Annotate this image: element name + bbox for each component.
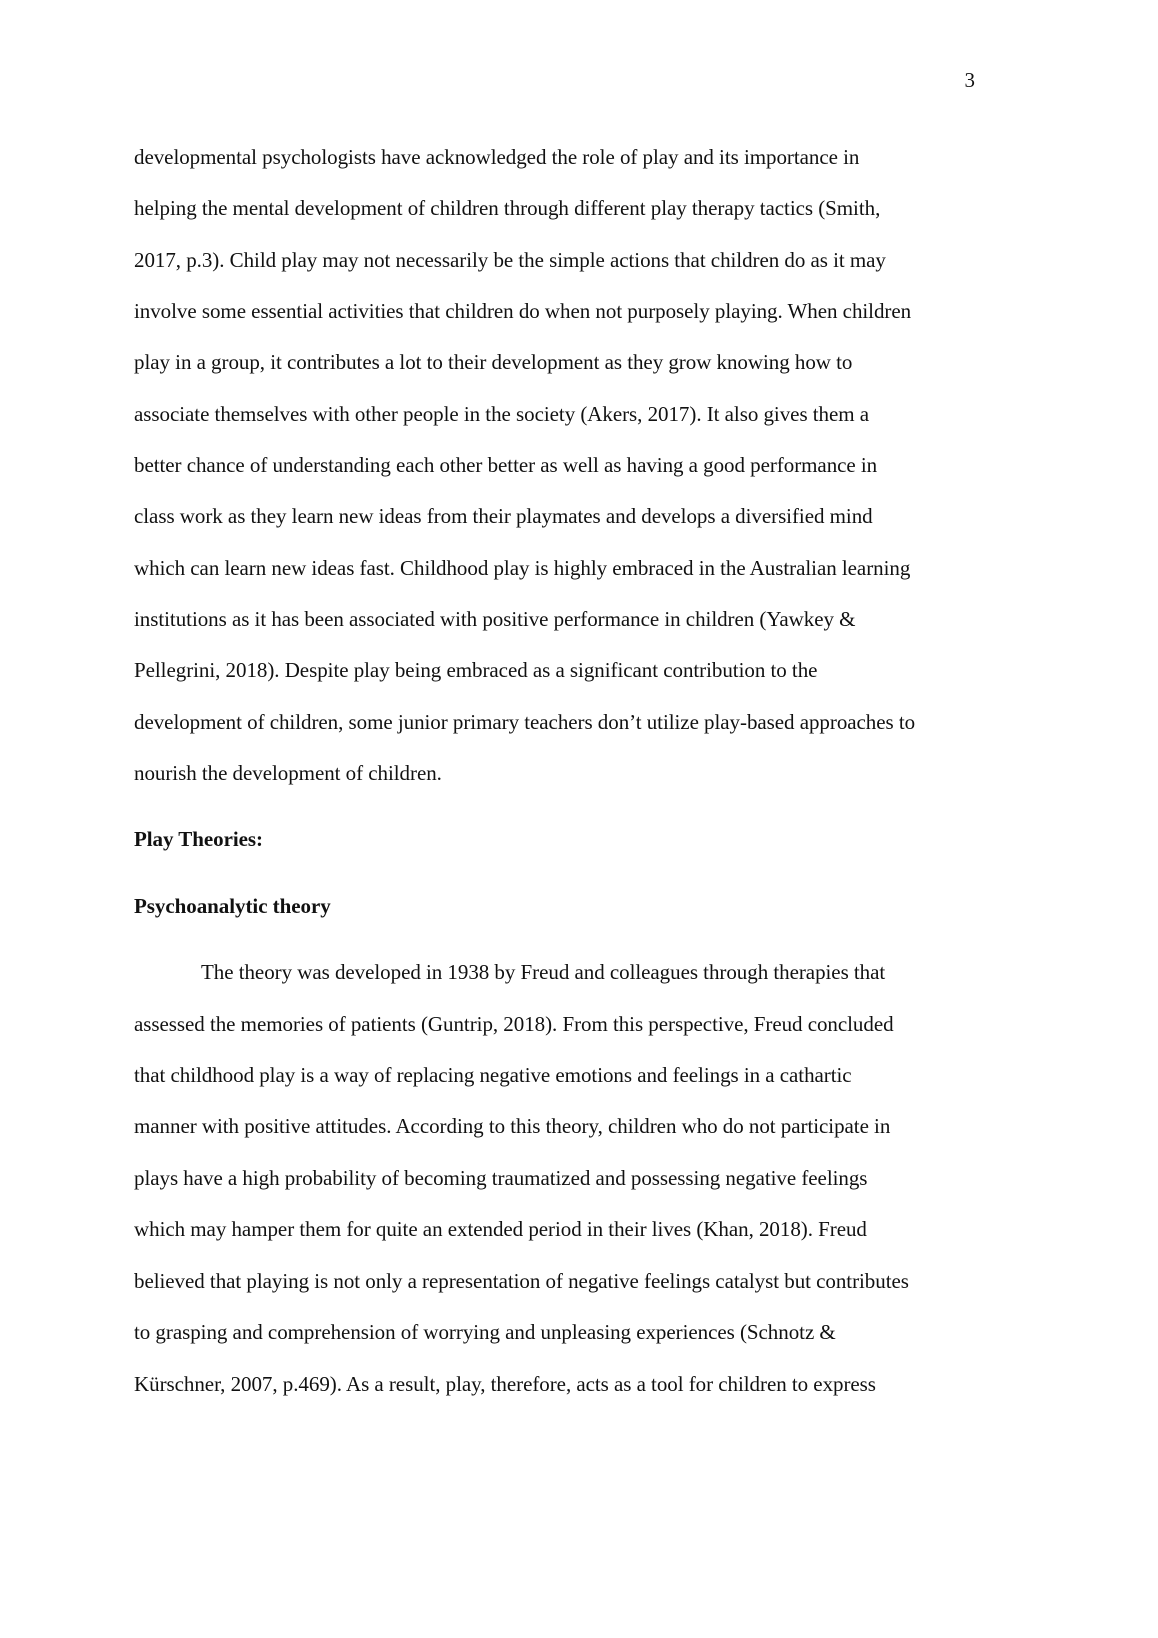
text-line: nourish the development of children. xyxy=(134,761,442,785)
text-line: development of children, some junior primary teachers don’t utilize play-based approaches to xyxy=(134,710,916,734)
text-line: which may hamper them for quite an extended period in their lives (Khan, 2018). Freud xyxy=(134,1217,867,1241)
text-line: manner with positive attitudes. According to this theory, children who do not participate in xyxy=(134,1114,891,1138)
text-line: institutions as it has been associated with positive performance in children (Yawkey & xyxy=(134,607,856,631)
text-line: assessed the memories of patients (Guntrip, 2018). From this perspective, Freud concluded xyxy=(134,1012,894,1036)
text-line: associate themselves with other people in the society (Akers, 2017). It also gives them a xyxy=(134,402,870,426)
text-line: plays have a high probability of becoming traumatized and possessing negative feelings xyxy=(134,1166,868,1190)
text-line: that childhood play is a way of replacing negative emotions and feelings in a cathartic xyxy=(134,1063,852,1087)
text-line: 2017, p.3). Child play may not necessarily be the simple actions that children do as it may xyxy=(134,248,886,272)
text-line: better chance of understanding each other better as well as having a good performance in xyxy=(134,453,878,477)
text-line: Kürschner, 2007, p.469). As a result, play, therefore, acts as a tool for children to express xyxy=(134,1372,876,1396)
text-line: involve some essential activities that children do when not purposely playing. When children xyxy=(134,299,912,323)
text-line: which can learn new ideas fast. Childhood play is highly embraced in the Australian learning xyxy=(134,556,911,580)
page-number: 3 xyxy=(964,68,975,92)
text-line: class work as they learn new ideas from their playmates and develops a diversified mind xyxy=(134,504,873,528)
section-heading: Play Theories: xyxy=(134,827,263,851)
text-line: helping the mental development of children through different play therapy tactics (Smith, xyxy=(134,196,881,220)
text-line: play in a group, it contributes a lot to their development as they grow knowing how to xyxy=(134,350,853,374)
text-line: believed that playing is not only a representation of negative feelings catalyst but contributes xyxy=(134,1269,909,1293)
subsection-heading: Psychoanalytic theory xyxy=(134,894,331,918)
text-line: The theory was developed in 1938 by Freud and colleagues through therapies that xyxy=(201,960,886,984)
text-line: developmental psychologists have acknowledged the role of play and its importance in xyxy=(134,145,860,169)
text-line: Pellegrini, 2018). Despite play being embraced as a significant contribution to the xyxy=(134,658,818,682)
text-line: to grasping and comprehension of worrying and unpleasing experiences (Schnotz & xyxy=(134,1320,836,1344)
